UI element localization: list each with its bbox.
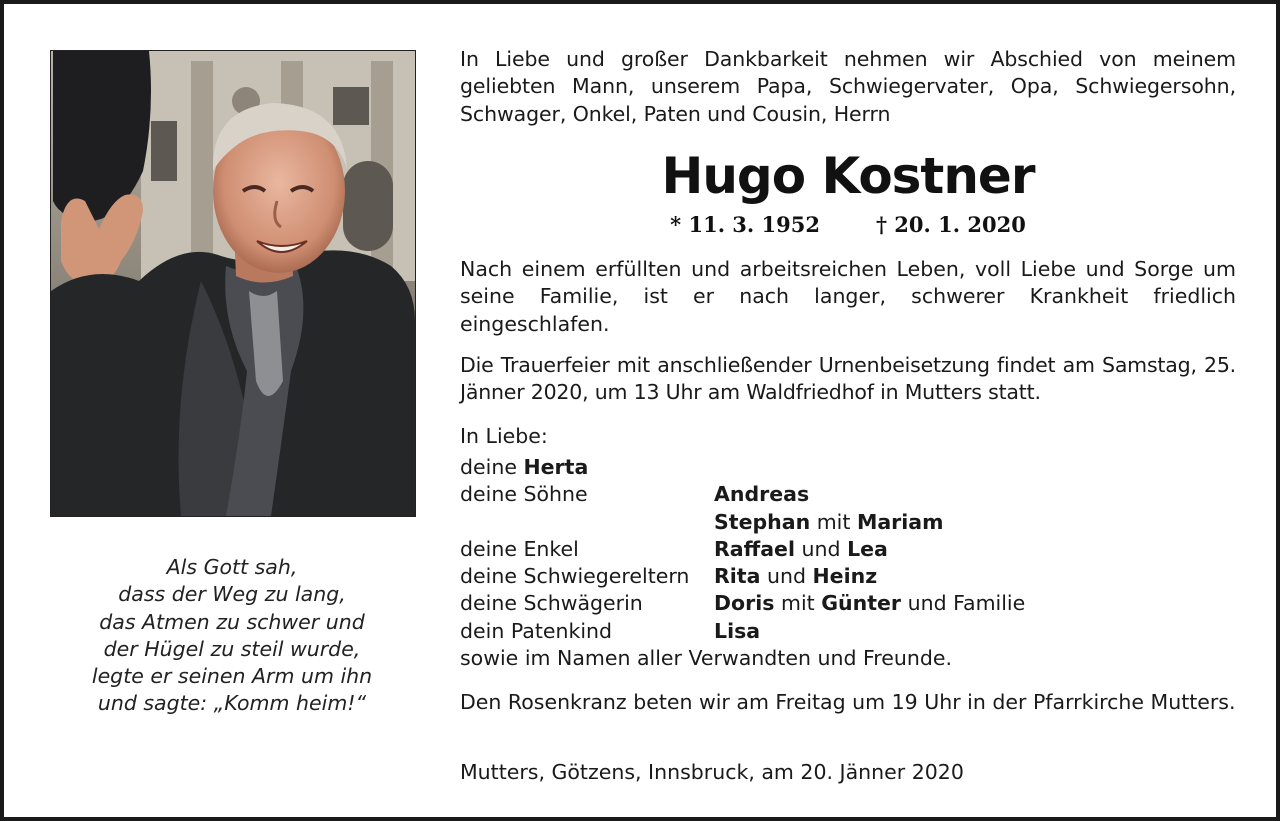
inlaw-name: Heinz: [812, 564, 878, 589]
poem: [50, 554, 414, 718]
poem-line: und sagte: „Komm heim!“: [97, 691, 367, 716]
poem-line: der Hügel zu steil wurde,: [103, 636, 361, 661]
poem-line: legte er seinen Arm um ihn: [91, 664, 373, 689]
family-closing: [460, 645, 1236, 672]
birth-date: * 11. 3. 1952: [670, 212, 820, 237]
rosary-paragraph: Den Rosenkranz beten wir am Freitag um 19 Uhr in der Pfarrkirche Mutters.: [460, 690, 1236, 714]
sisterinlaw-name: Doris: [714, 591, 775, 616]
poem-line: Als Gott sah,: [166, 555, 298, 579]
funeral-paragraph: Die Trauerfeier mit anschließender Urnenbeisetzung findet am Samstag, 25. Jänner 2020, um 13 Uhr am Waldfriedhof in Mutters statt.: [460, 353, 1236, 405]
partner-name: Günter: [821, 591, 902, 616]
joiner: und: [801, 536, 841, 561]
death-date: † 20. 1. 2020: [876, 212, 1026, 237]
joiner: mit: [816, 509, 851, 534]
family-row-grandchildren: [460, 536, 1236, 563]
place-date: Mutters, Götzens, Innsbruck, am 20. Jänner 2020: [460, 760, 964, 784]
family-row-inlaws: [460, 563, 1236, 590]
grandchild-name: Raffael: [714, 536, 795, 561]
sons-label: deine Söhne: [460, 482, 588, 507]
intro-paragraph: In Liebe und großer Dankbarkeit nehmen wir Abschied von meinem geliebten Mann, unserem Papa, Schwiegervater, Opa, Schwiegersohn, Schwager, Onkel, Paten und Cousin, Herrn: [460, 47, 1236, 126]
poem-line: das Atmen zu schwer und: [99, 609, 365, 634]
closing-text: sowie im Namen aller Verwandten und Freunde.: [460, 646, 952, 671]
inlaws-label: deine Schwiegereltern: [460, 564, 690, 589]
wife-prefix: deine: [460, 455, 517, 479]
family-list: [460, 454, 1236, 672]
joiner: mit: [780, 591, 815, 616]
grandchildren-label: deine Enkel: [460, 536, 579, 561]
family-row-godchild: [460, 618, 1236, 645]
family-row-sisterinlaw: [460, 590, 1236, 617]
love-heading: In Liebe:: [460, 424, 548, 448]
inlaw-name: Rita: [714, 564, 761, 589]
son-name: Andreas: [714, 482, 810, 507]
sisterinlaw-label: deine Schwägerin: [460, 591, 643, 616]
partner-name: Mariam: [856, 509, 944, 534]
portrait-photo: [50, 50, 416, 517]
deceased-name: Hugo Kostner: [661, 147, 1035, 205]
joiner: und: [766, 564, 806, 589]
poem-line: dass der Weg zu lang,: [118, 582, 346, 607]
family-row-wife: [460, 454, 1236, 481]
family-row-sons: [460, 481, 1236, 508]
godchild-name: Lisa: [714, 618, 761, 643]
wife-name: Herta: [523, 455, 589, 479]
family-row-son2: [460, 509, 1236, 536]
life-paragraph: Nach einem erfüllten und arbeitsreichen Leben, voll Liebe und Sorge um seine Familie, ist er nach langer, schwerer Krankheit friedlich eingeschlafen.: [460, 257, 1236, 336]
son-name: Stephan: [714, 509, 811, 534]
grandchild-name: Lea: [847, 536, 888, 561]
life-dates: [460, 210, 1236, 240]
godchild-label: dein Patenkind: [460, 618, 613, 643]
suffix: und Familie: [907, 591, 1026, 616]
